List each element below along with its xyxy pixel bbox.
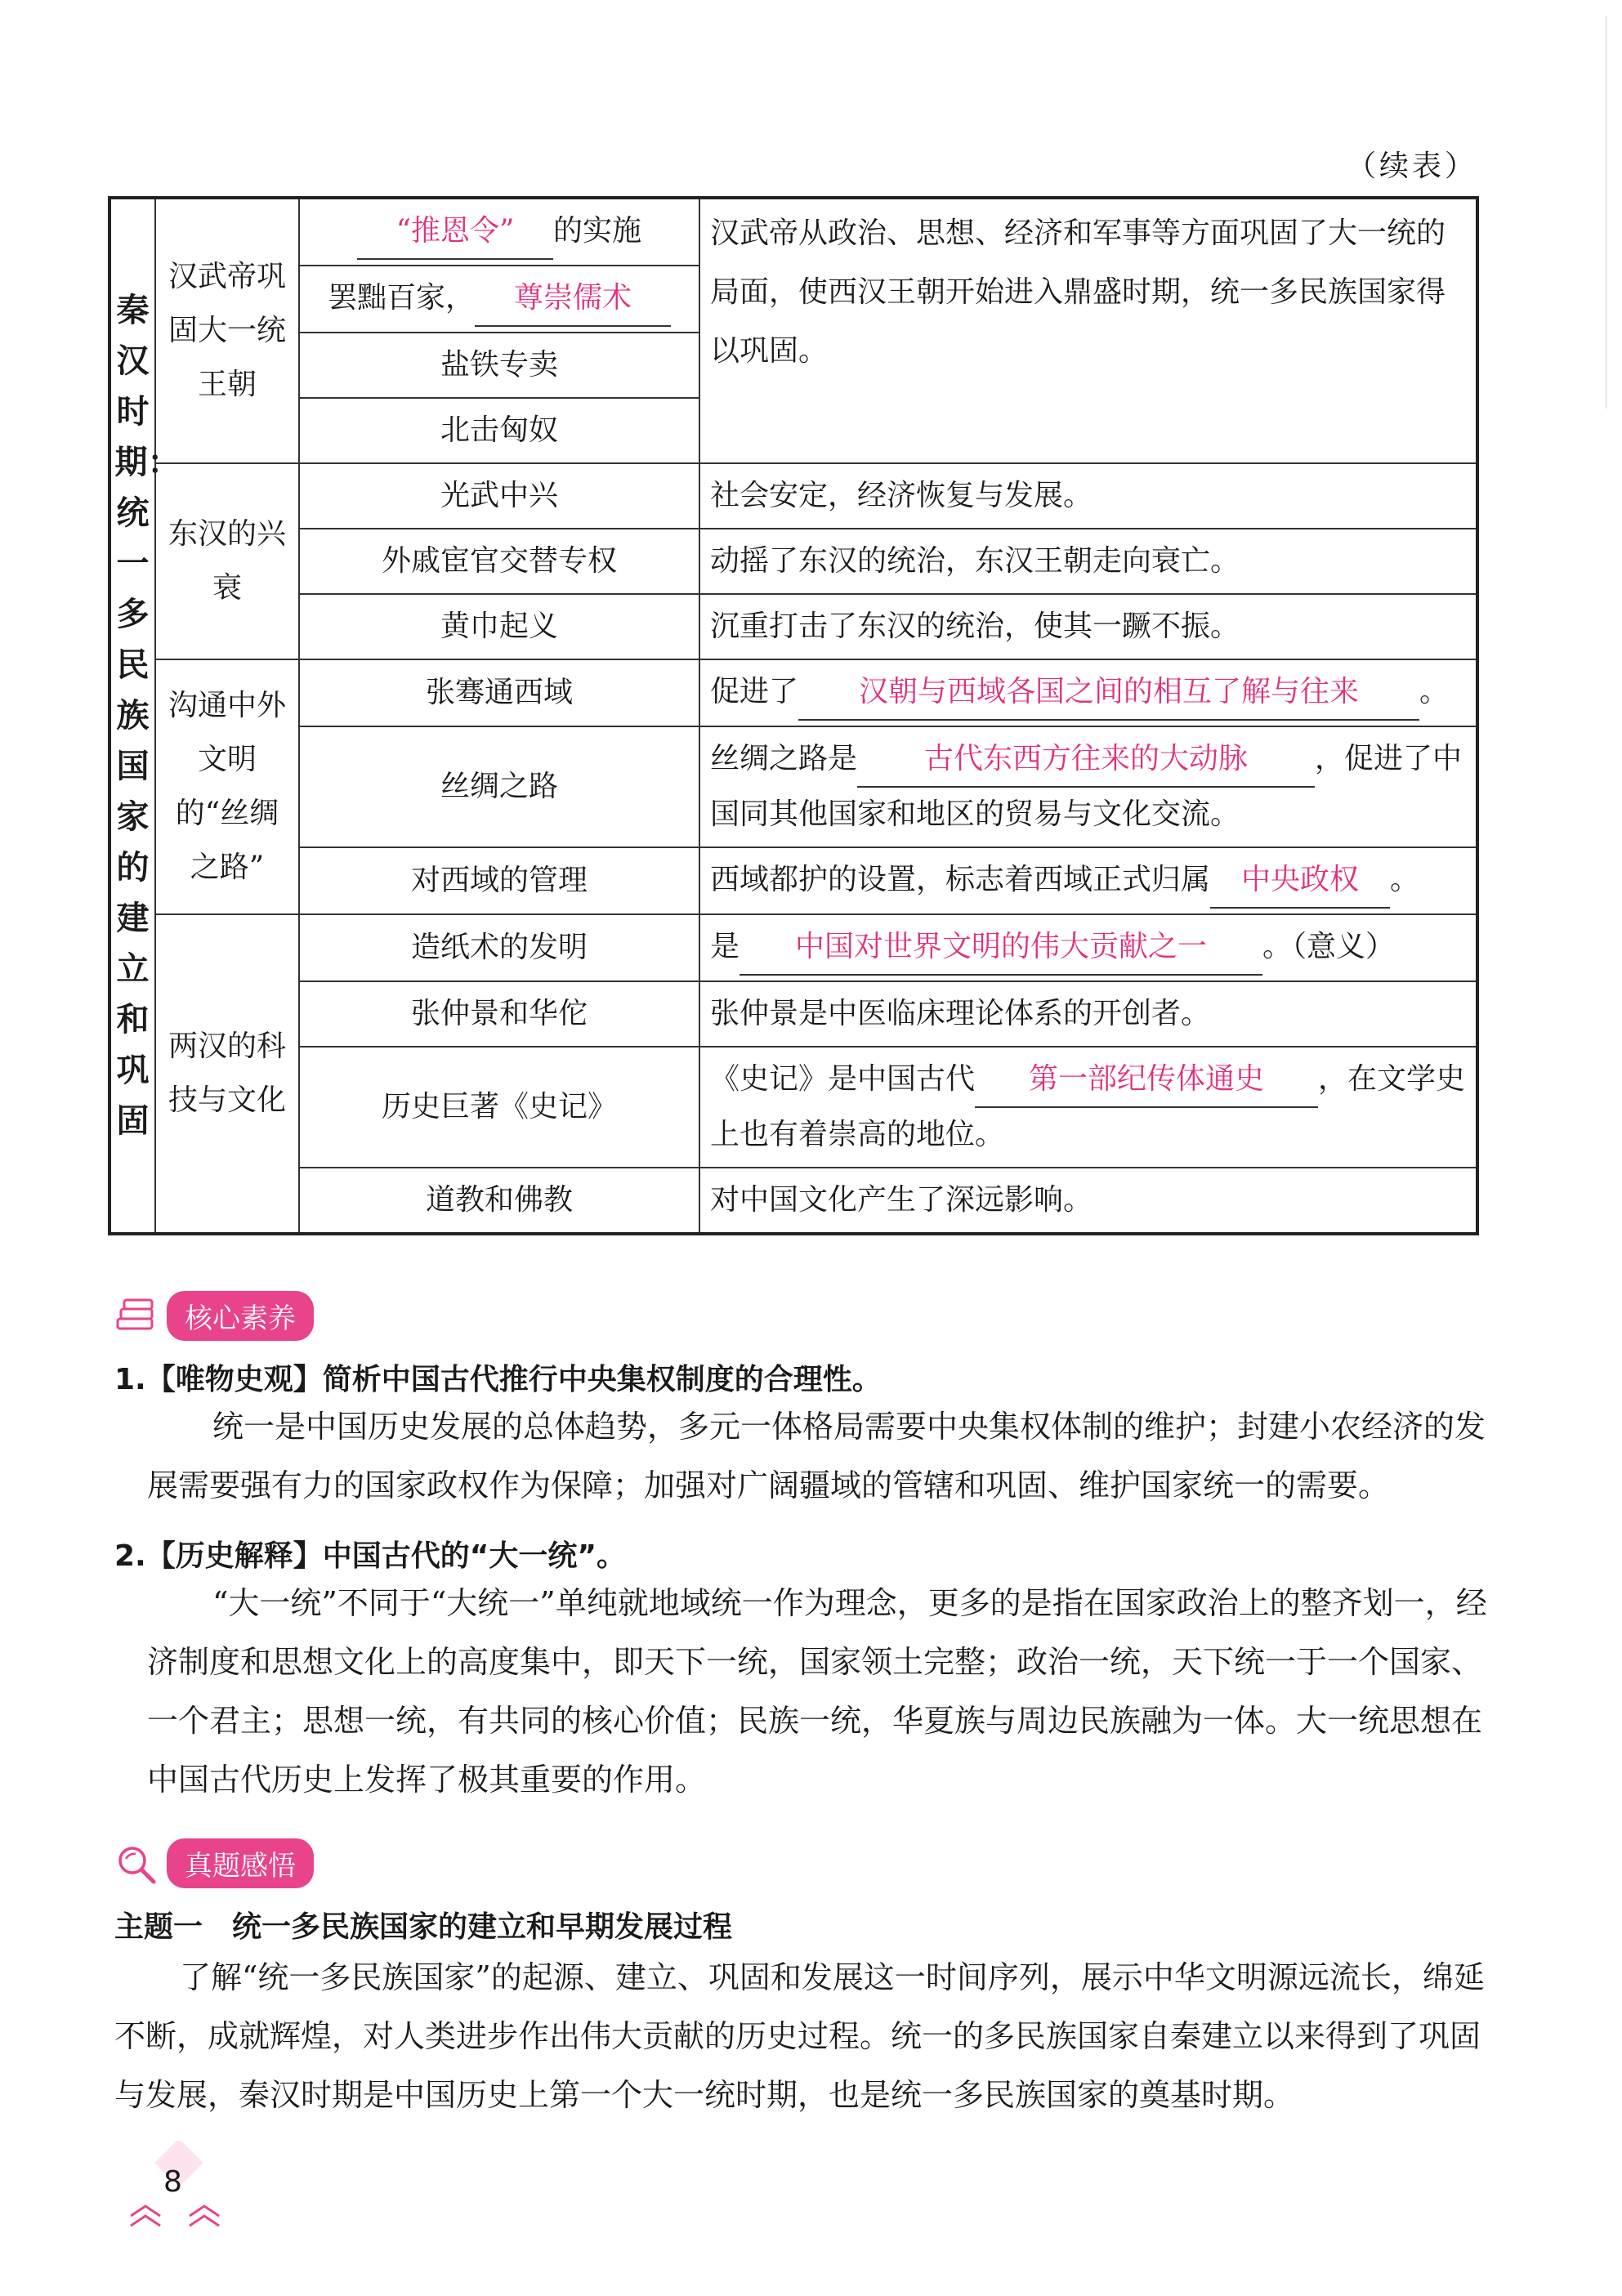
table-row — [109, 1047, 1477, 1168]
table-row — [109, 198, 1477, 266]
summary-table — [108, 196, 1479, 1235]
item-cell: “推恩令” 的实施 — [299, 198, 699, 266]
desc-cell: 促进了 汉朝与西域各国之间的相互了解与往来 。 — [699, 659, 1477, 726]
book-stack-icon — [114, 1298, 159, 1335]
item-cell: 光武中兴 — [299, 463, 699, 529]
desc-cell: 《史记》是中国古代 第一部纪传体通史 ，在文学史上也有着崇高的地位。 — [699, 1047, 1477, 1168]
item-cell: 张仲景和华佗 — [299, 981, 699, 1047]
exam-section-tag: 真题感悟 — [167, 1838, 314, 1888]
item-cell: 罢黜百家， 尊崇儒术 — [299, 266, 699, 333]
item-cell: 造纸术的发明 — [299, 914, 699, 981]
table-row — [109, 847, 1477, 914]
table-row — [109, 1168, 1477, 1234]
table-row — [109, 659, 1477, 726]
magnifier-icon — [114, 1843, 159, 1885]
answer-blank: 汉朝与西域各国之间的相互了解与往来 — [798, 665, 1419, 721]
theme-title: 主题一 统一多民族国家的建立和早期发展过程 — [114, 1910, 733, 1944]
table-row — [109, 914, 1477, 981]
desc-cell: 是 中国对世界文明的伟大贡献之一 。（意义） — [699, 914, 1477, 981]
topic-cell: 东汉的兴衰 — [155, 463, 299, 659]
table-row — [109, 981, 1477, 1047]
topic-cell: 两汉的科技与文化 — [155, 914, 299, 1234]
table-row — [109, 594, 1477, 659]
topic-cell: 沟通中外文明的“丝绸之路” — [155, 659, 299, 914]
answer-blank: 第一部纪传体通史 — [975, 1052, 1318, 1108]
era-label: 秦汉时期：统一多民族国家的建立和巩固 — [109, 198, 155, 1234]
desc-cell: 动摇了东汉的统治，东汉王朝走向衰亡。 — [699, 529, 1477, 594]
desc-cell: 张仲景是中医临床理论体系的开创者。 — [699, 981, 1477, 1047]
answer-blank: 中国对世界文明的伟大贡献之一 — [740, 920, 1262, 976]
item-cell: 丝绸之路 — [299, 726, 699, 847]
item-cell: 外戚宦官交替专权 — [299, 529, 699, 594]
desc-cell: 社会安定，经济恢复与发展。 — [699, 463, 1477, 529]
item-cell: 黄巾起义 — [299, 594, 699, 659]
item-cell: 张骞通西域 — [299, 659, 699, 726]
theme-text: 了解“统一多民族国家”的起源、建立、巩固和发展这一时间序列，展示中华文明源远流长，绵延不断，成就辉煌，对人类进步作出伟大贡献的历史过程。统一的多民族国家自秦建立以来得到了巩固与发展，秦汉时期是中国历史上第一个大一统时期，也是统一多民族国家的奠基时期。 — [114, 1959, 1485, 2113]
answer-blank: 中央政权 — [1210, 853, 1390, 909]
exam-section-header — [114, 1838, 314, 1888]
table-row — [109, 529, 1477, 594]
desc-cell: 沉重打击了东汉的统治，使其一蹶不振。 — [699, 594, 1477, 659]
desc-cell: 丝绸之路是 古代东西方往来的大动脉 ，促进了中国同其他国家和地区的贸易与文化交流。 — [699, 726, 1477, 847]
question-1-title: 1.【唯物史观】简析中国古代推行中央集权制度的合理性。 — [114, 1363, 882, 1396]
item-cell: 道教和佛教 — [299, 1168, 699, 1234]
question-1-answer: 统一是中国历史发展的总体趋势，多元一体格局需要中央集权体制的维护；封建小农经济的发展需要强有力的国家政权作为保障；加强对广阔疆域的管辖和巩固、维护国家统一的需要。 — [147, 1409, 1486, 1503]
item-cell: 北击匈奴 — [299, 398, 699, 463]
question-2-answer: “大一统”不同于“大统一”单纯就地域统一作为理念，更多的是指在国家政治上的整齐划一，经济制度和思想文化上的高度集中，即天下一统，国家领土完整；政治一统，天下统一于一个国家、一个君主；思想一统，有共同的核心价值；民族一统，华夏族与周边民族融为一体。大一统思想在中国古代历史上发挥了极其重要的作用。 — [147, 1585, 1487, 1798]
desc-cell: 西域都护的设置，标志着西域正式归属 中央政权 。 — [699, 847, 1477, 914]
core-section-tag: 核心素养 — [167, 1291, 314, 1341]
desc-cell: 汉武帝从政治、思想、经济和军事等方面巩固了大一统的局面，使西汉王朝开始进入鼎盛时期，统一多民族国家得以巩固。 — [699, 198, 1477, 463]
answer-blank: “推恩令” — [357, 204, 553, 260]
table-row — [109, 463, 1477, 529]
answer-blank: 古代东西方往来的大动脉 — [857, 732, 1315, 788]
table-row — [109, 726, 1477, 847]
desc-cell: 对中国文化产生了深远影响。 — [699, 1168, 1477, 1234]
answer-blank: 尊崇儒术 — [475, 271, 671, 327]
item-cell: 对西域的管理 — [299, 847, 699, 914]
question-2-title: 2.【历史解释】中国古代的“大一统”。 — [114, 1539, 627, 1573]
item-cell: 盐铁专卖 — [299, 333, 699, 398]
page-number: 8 — [163, 2165, 182, 2199]
core-section-header — [114, 1291, 314, 1341]
item-cell: 历史巨著《史记》 — [299, 1047, 699, 1168]
continued-label: （续表） — [1346, 150, 1477, 183]
topic-cell: 汉武帝巩固大一统王朝 — [155, 198, 299, 463]
